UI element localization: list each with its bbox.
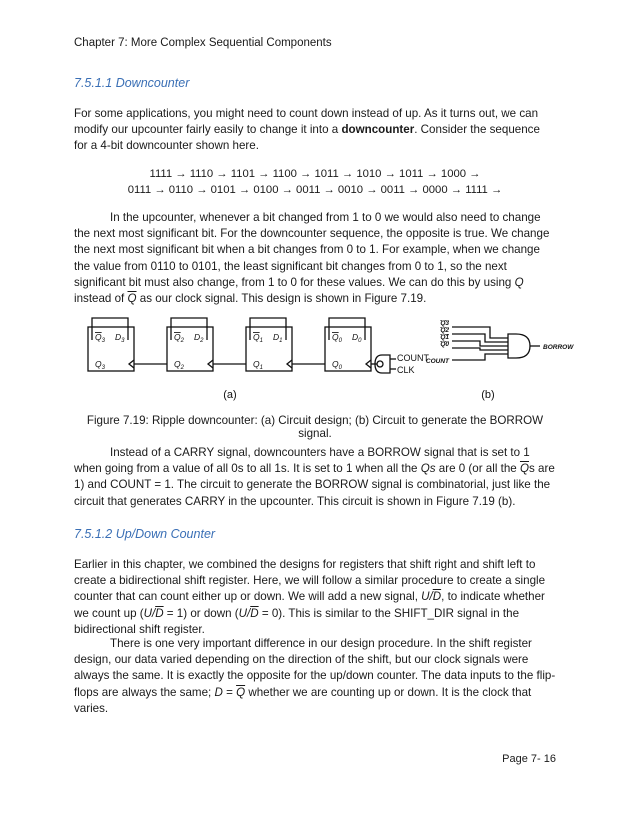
clock-edge-3 bbox=[129, 360, 134, 368]
gate-input-q1: Q1 bbox=[440, 334, 449, 341]
updown-text-c: = 1) or down ( bbox=[163, 606, 239, 620]
clock-edge-2 bbox=[208, 360, 213, 368]
ud-down-u: U/ bbox=[238, 606, 251, 620]
ud-signal-u: U/ bbox=[421, 590, 433, 604]
borrow-qs: Qs bbox=[420, 462, 436, 476]
diff-text-a: There is one very important difference in our design procedure. In the shift register design, our data varied depending on the direction of the shift, but our clock signals were always the same. It is exactly the opposite for the up/down counter. The data inputs to the flip-flops are always the same; bbox=[74, 637, 556, 699]
intro-text-a: For some applications, you might need to count down instead of up. As it turns out, we can modify our upcounter fairly easily to change it into a bbox=[74, 107, 539, 137]
gate-input-wire-q0 bbox=[452, 348, 508, 350]
section-heading-updown: 7.5.1.2 Up/Down Counter bbox=[74, 527, 216, 541]
ff0-q-label: $Q_0$ bbox=[332, 359, 342, 371]
ud-signal-up bbox=[144, 607, 164, 620]
gate-input-count: COUNT bbox=[425, 358, 449, 365]
gate-input-wire-count bbox=[452, 354, 508, 360]
paragraph-design-difference bbox=[74, 636, 556, 717]
gate-input-q0: Q0 bbox=[440, 341, 449, 348]
p2-text-mid: instead of bbox=[74, 292, 128, 306]
p2-q-symbol: Q bbox=[514, 275, 524, 289]
paragraph-borrow-signal bbox=[74, 445, 556, 510]
diff-d-symbol: D bbox=[214, 685, 223, 699]
count-label: COUNT bbox=[397, 353, 429, 363]
ud-signal-dbar: $\overline{D}$ bbox=[432, 590, 442, 604]
diff-qbar-symbol: $\overline{Q}$ bbox=[236, 685, 246, 699]
page-number: Page 7- 16 bbox=[502, 753, 556, 765]
borrow-text-3: s are 1) and COUNT = 1. The circuit to generate the BORROW signal is combinatorial, just like the circuit that generates CARRY in the upcounter. This circuit is shown in Figure 7.19 (b). bbox=[74, 462, 555, 508]
ff3-q-label: $Q_3$ bbox=[95, 359, 105, 371]
ff3-qbar-label: $Q_3$ bbox=[95, 332, 105, 344]
sequence-line-2: 0111 → 0110 → 0101 → 0100 → 0011 → 0010 → 0011 → 0000 → 1111 → bbox=[127, 183, 503, 196]
intro-bold-term: downcounter bbox=[341, 123, 415, 137]
borrow-and-gate bbox=[508, 334, 530, 358]
intro-text-b: . Consider the sequence for a 4-bit downcounter shown here. bbox=[74, 123, 540, 153]
ff2-qbar-label: $Q_2$ bbox=[174, 332, 184, 344]
section-heading-downcounter: 7.5.1.1 Downcounter bbox=[74, 76, 190, 90]
borrow-qbar: $\overline{Q}$ bbox=[519, 462, 529, 476]
borrow-label: BORROW bbox=[543, 344, 574, 351]
diff-text-b: whether we are counting up or down. It is the clock that varies. bbox=[74, 685, 532, 715]
paragraph-downcounter-intro bbox=[74, 106, 556, 155]
ud-up-u: U/ bbox=[143, 606, 156, 620]
chapter-header: Chapter 7: More Complex Sequential Components bbox=[74, 37, 332, 49]
figure-caption: Figure 7.19: Ripple downcounter: (a) Circuit design; (b) Circuit to generate the BORROW signal. bbox=[86, 414, 544, 440]
gate-input-wire-q3 bbox=[452, 327, 508, 338]
updown-text-a: Earlier in this chapter, we combined the designs for registers that shift right and shift left to create a bidirectional shift register. Here, we will follow a similar procedure to create a single counter that can count either up or down. We will add a new signal, bbox=[74, 558, 546, 604]
gate-input-q2: Q2 bbox=[440, 327, 449, 334]
clk-label: CLK bbox=[397, 365, 415, 375]
p2-text-a: In the upcounter, whenever a bit changed from 1 to 0 we would also need to change the next most significant bit. For the downcounter sequence, the opposite is true. We change the next most significant bit when a bit changes from 0 to 1. For example, when we change the value from 0110 to 0101, the least significant bit changes from 0 to 1, so the next significant bit must also change, from 1 to 0 for these values. We can do this by using bbox=[74, 211, 550, 289]
p2-qbar-symbol: $\overline{Q}$ bbox=[127, 292, 137, 306]
ud-signal-down bbox=[239, 607, 259, 620]
ff0-d-label: $D_0$ bbox=[352, 332, 362, 344]
gate-input-q3: Q3 bbox=[440, 320, 449, 327]
figure-7-19 bbox=[70, 312, 574, 402]
ud-signal bbox=[421, 590, 441, 603]
ff2-d-label: $D_2$ bbox=[194, 332, 204, 344]
paragraph-updown-intro bbox=[74, 557, 556, 638]
count-sequence bbox=[74, 167, 556, 198]
figure-label-a: (a) bbox=[223, 389, 237, 401]
updown-text-d: = 0). This is similar to the SHIFT_DIR signal in the bidirectional shift register. bbox=[74, 606, 520, 636]
sequence-line-1: 1111 → 1110 → 1101 → 1100 → 1011 → 1010 → 1011 → 1000 → bbox=[149, 168, 481, 180]
ud-down-dbar: $\overline{D}$ bbox=[250, 606, 259, 620]
ud-up-dbar: $\overline{D}$ bbox=[155, 606, 164, 620]
ff1-d-label: $D_1$ bbox=[273, 332, 283, 344]
updown-text-b: , to indicate whether we count up ( bbox=[74, 590, 545, 620]
ff3-d-label: $D_3$ bbox=[115, 332, 125, 344]
p2-text-b: as our clock signal. This design is shown in Figure 7.19. bbox=[136, 292, 427, 306]
clock-edge-0 bbox=[366, 360, 371, 368]
clock-edge-1 bbox=[287, 360, 292, 368]
ff0-qbar-label: $Q_0$ bbox=[332, 332, 342, 344]
borrow-text-2: are 0 (or all the bbox=[435, 462, 520, 476]
ff2-q-label: $Q_2$ bbox=[174, 359, 184, 371]
inverting-bubble bbox=[377, 361, 383, 367]
diff-eq: = bbox=[222, 685, 237, 699]
borrow-text-1: Instead of a CARRY signal, downcounters have a BORROW signal that is set to 1 when going from a value of all 0s to all 1s. It is set to 1 when all the bbox=[74, 446, 530, 476]
ff1-qbar-label: $Q_1$ bbox=[253, 332, 263, 344]
ff1-q-label: $Q_1$ bbox=[253, 359, 263, 371]
figure-label-b: (b) bbox=[481, 389, 495, 401]
paragraph-upcounter-comparison bbox=[74, 210, 556, 307]
